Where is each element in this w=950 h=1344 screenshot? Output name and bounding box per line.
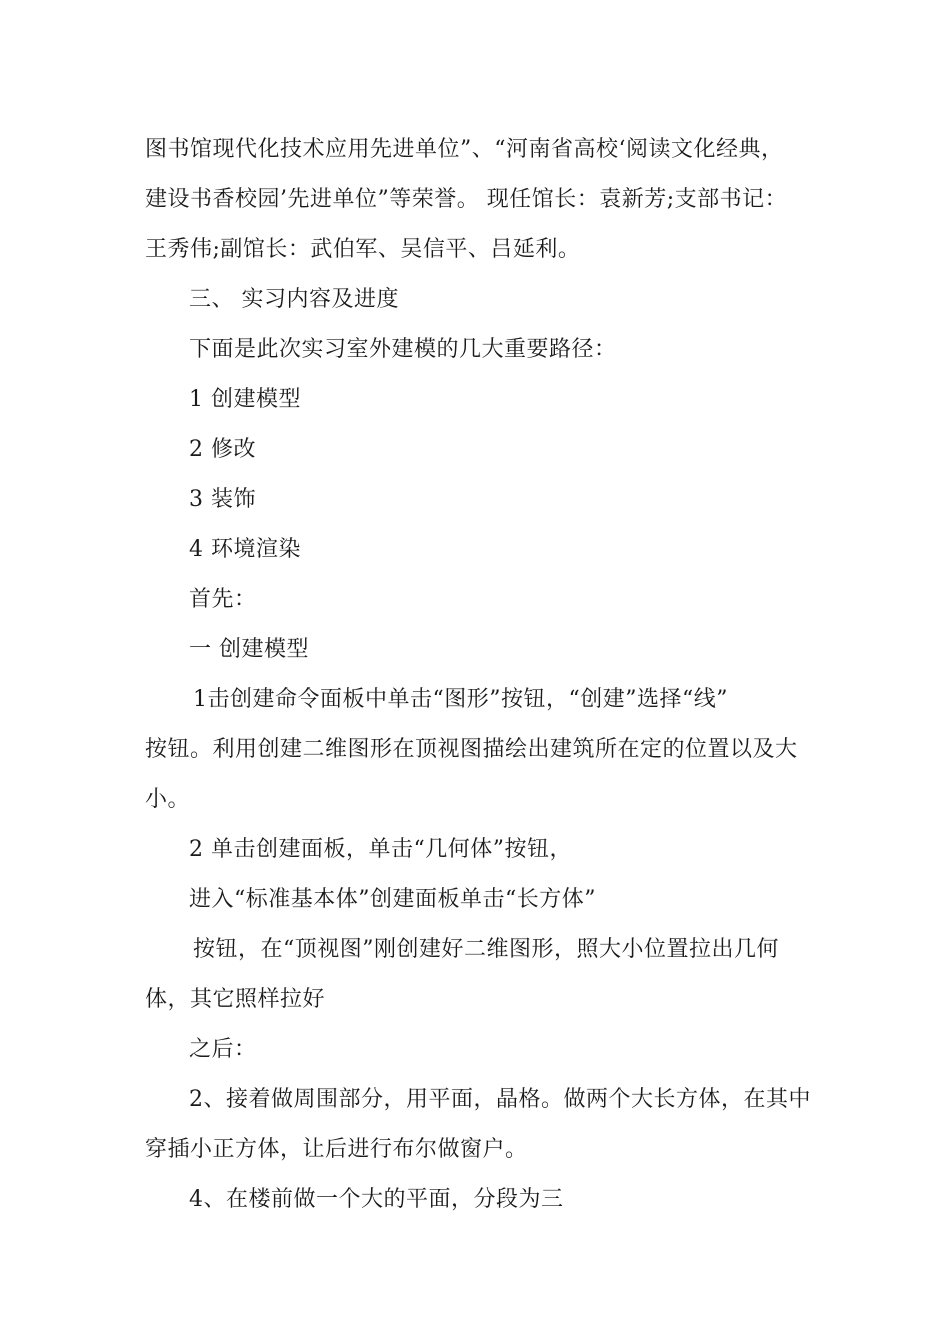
body-text-line: 穿插小正方体，让后进行布尔做窗户。	[145, 1137, 528, 1162]
body-text-line: 图书馆现代化技术应用先进单位”、“河南省高校‘阅读文化经典，	[145, 137, 784, 162]
body-text-line: 王秀伟;副馆长：武伯军、吴信平、吕延利。	[145, 237, 581, 262]
body-text-line: 下面是此次实习室外建模的几大重要路径：	[189, 337, 617, 362]
body-text-line: 小。	[145, 787, 191, 812]
body-text-line: 1击创建命令面板中单击“图形”按钮，“创建”选择“线”	[193, 687, 728, 712]
body-text-line: 建设书香校园’先进单位”等荣誉。 现任馆长：袁新芳;支部书记：	[145, 187, 788, 212]
section-heading: 三、 实习内容及进度	[189, 287, 399, 312]
subsection-heading: 一 创建模型	[189, 637, 309, 662]
body-text-line: 之后：	[189, 1037, 257, 1062]
body-text-line: 4、在楼前做一个大的平面，分段为三	[189, 1187, 564, 1212]
body-text-line: 体，其它照样拉好	[145, 987, 326, 1012]
list-item: 2 修改	[189, 437, 256, 462]
body-text-line: 2、接着做周围部分，用平面，晶格。做两个大长方体，在其中	[189, 1087, 811, 1112]
list-item: 4 环境渲染	[189, 537, 301, 562]
body-text-line: 按钮。利用创建二维图形在顶视图描绘出建筑所在定的位置以及大	[145, 737, 798, 762]
body-text-line: 进入“标准基本体”创建面板单击“长方体”	[189, 887, 596, 912]
list-item: 3 装饰	[189, 487, 256, 512]
body-text-line: 2 单击创建面板，单击“几何体”按钮，	[189, 837, 572, 862]
body-text-line: 按钮，在“顶视图”刚创建好二维图形，照大小位置拉出几何	[193, 937, 779, 962]
body-text-line: 首先：	[189, 587, 257, 612]
list-item: 1 创建模型	[189, 387, 301, 412]
